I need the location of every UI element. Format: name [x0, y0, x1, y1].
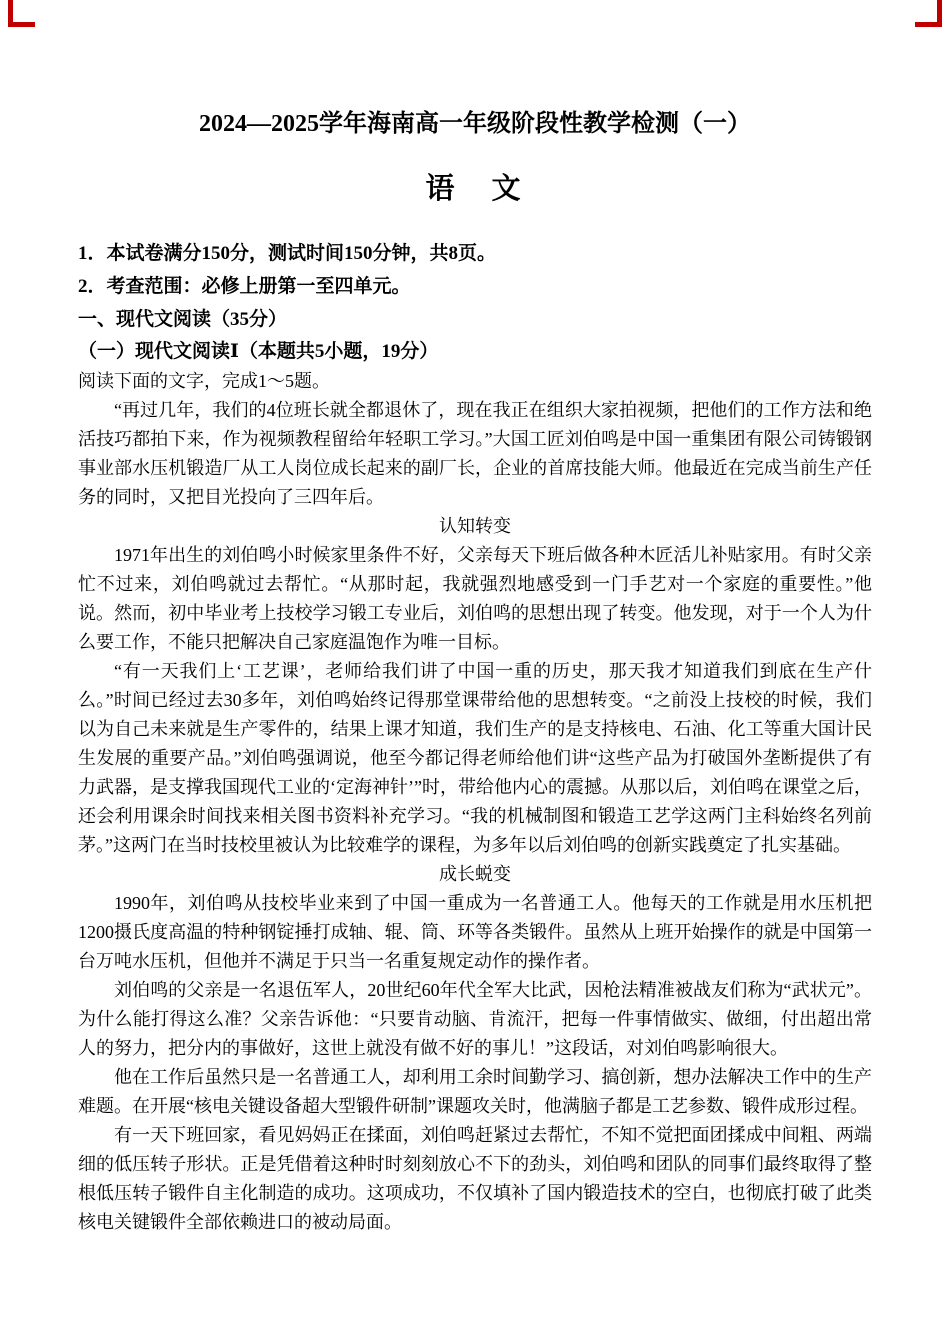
red-frame-corner-left — [8, 0, 35, 27]
subsection-heading: （一）现代文阅读Ⅰ（本题共5小题，19分） — [78, 341, 439, 362]
subject-title: 语 文 — [425, 173, 525, 205]
passage-paragraph: 有一天下班回家，看见妈妈正在揉面，刘伯鸣赶紧过去帮忙，不知不觉把面团揉成中间粗、两端细的低压转子形状。正是凭借着这种时时刻刻放心不下的劲头，刘伯鸣和团队的同事们最终取得了整根低压转子锻件自主化制造的成功。这项成功，不仅填补了国内锻造技术的空白，也彻底打破了此类核电关键锻件全部依赖进口的被动局面。 — [78, 1125, 872, 1232]
passage-paragraph: 他在工作后虽然只是一名普通工人，却利用工余时间勤学习、搞创新，想办法解决工作中的生产难题。在开展“核电关键设备超大型锻件研制”课题攻关时，他满脑子都是工艺参数、锻件成形过程。 — [78, 1067, 872, 1116]
passage-paragraph: 1971年出生的刘伯鸣小时候家里条件不好，父亲每天下班后做各种木匠活儿补贴家用。有时父亲忙不过来，刘伯鸣就过去帮忙。“从那时起，我就强烈地感受到一门手艺对一个家庭的重要性。”他说。然而，初中毕业考上技校学习锻工专业后，刘伯鸣的思想出现了转变。他发现，对于一个人为什么要工作，不能只把解决自己家庭温饱作为唯一目标。 — [78, 545, 872, 652]
passage-paragraph: “再过几年，我们的4位班长就全都退休了，现在我正在组织大家拍视频，把他们的工作方法和绝活技巧都拍下来，作为视频教程留给年轻职工学习。”大国工匠刘伯鸣是中国一重集团有限公司铸锻钢事业部水压机锻造厂从工人岗位成长起来的副厂长，企业的首席技能大师。他最近在完成当前生产任务的同时，又把目光投向了三四年后。 — [78, 400, 872, 507]
exam-note-1: 1．本试卷满分150分，测试时间150分钟，共8页。 — [78, 243, 497, 264]
reading-passage — [78, 396, 872, 1237]
section-heading: 一、现代文阅读（35分） — [78, 309, 288, 330]
page-title: 2024—2025学年海南高一年级阶段性教学检测（一） — [199, 111, 751, 137]
passage-subheading: 成长蜕变 — [439, 864, 511, 884]
passage-paragraph: “有一天我们上‘工艺课’，老师给我们讲了中国一重的历史，那天我才知道我们到底在生产什么。”时间已经过去30多年，刘伯鸣始终记得那堂课带给他的思想转变。“之前没上技校的时候，我们以为自己未来就是生产零件的，结果上课才知道，我们生产的是支持核电、石油、化工等重大国计民生发展的重要产品。”刘伯鸣强调说，他至今都记得老师给他们讲“这些产品为打破国外垄断提供了有力武器，是支撑我国现代工业的‘定海神针’”时，带给他内心的震撼。从那以后，刘伯鸣在课堂之后，还会利用课余时间找来相关图书资料补充学习。“我的机械制图和锻造工艺学这两门主科始终名列前茅。”这两门在当时技校里被认为比较难学的课程，为多年以后刘伯鸣的创新实践奠定了扎实基础。 — [78, 661, 872, 855]
passage-paragraph: 刘伯鸣的父亲是一名退伍军人，20世纪60年代全军大比武，因枪法精准被战友们称为“武状元”。为什么能打得这么准？父亲告诉他：“只要肯动脑、肯流汗，把每一件事情做实、做细，付出超出常人的努力，把分内的事做好，这世上就没有做不好的事儿！”这段话，对刘伯鸣影响很大。 — [78, 980, 872, 1058]
passage-subheading: 认知转变 — [439, 516, 511, 536]
passage-paragraph: 1990年，刘伯鸣从技校毕业来到了中国一重成为一名普通工人。他每天的工作就是用水压机把1200摄氏度高温的特种钢锭捶打成轴、辊、筒、环等各类锻件。虽然从上班开始操作的就是中国第一台万吨水压机，但他并不满足于只当一名重复规定动作的操作者。 — [78, 893, 872, 971]
exam-note-2: 2．考查范围：必修上册第一至四单元。 — [78, 276, 411, 297]
red-frame-corner-right — [915, 0, 942, 27]
instruction-text: 阅读下面的文字，完成1～5题。 — [78, 371, 330, 391]
